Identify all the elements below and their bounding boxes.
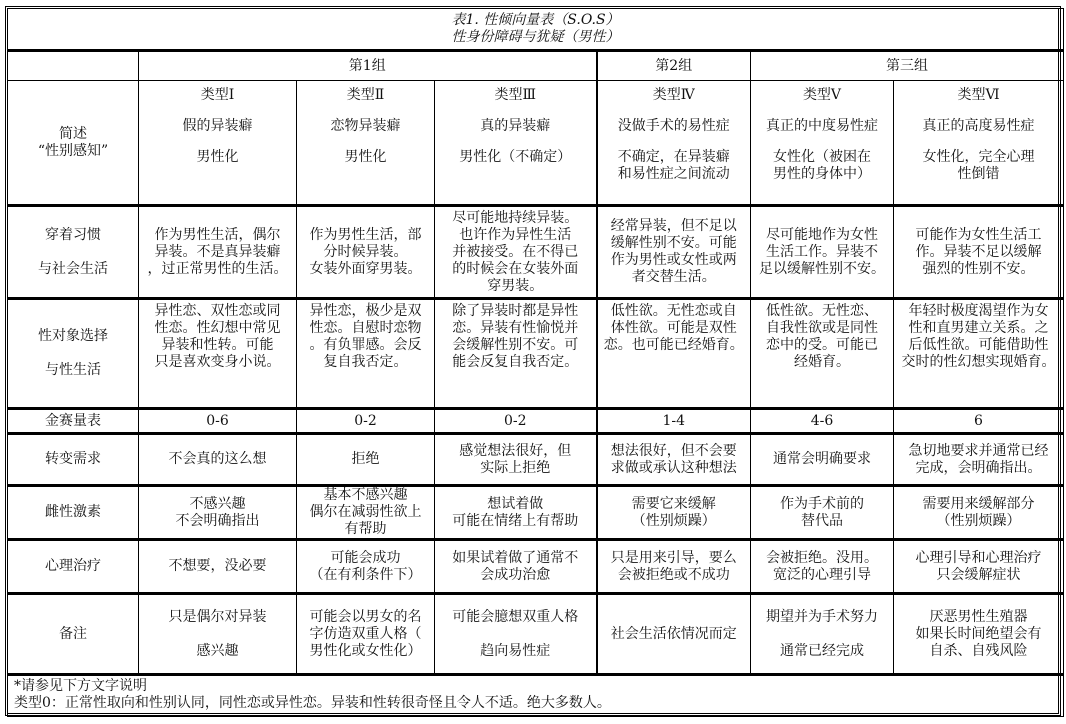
sos-table xyxy=(7,8,1064,717)
change-cell: 拒绝 xyxy=(297,434,435,486)
sexual-cell: 除了异装时都是异性 恋。异装有性愉悦并 会缓解性别不安。可 能会反复自我否定。 xyxy=(435,299,597,409)
estrogen-cell: 想试着做 可能在情绪上有帮助 xyxy=(435,486,597,540)
estrogen-cell: 不感兴趣 不会明确指出 xyxy=(139,486,297,540)
change-cell: 通常会明确要求 xyxy=(751,434,894,486)
sexual-cell: 异性恋，极少是双 性恋。自慰时恋物 。有负罪感。会反 复自我否定。 xyxy=(297,299,435,409)
type-perception: 男性化 xyxy=(344,149,387,165)
estrogen-cell: 基本不感兴趣 偶尔在减弱性欲上 有帮助 xyxy=(297,486,435,540)
estrogen-cell: 需要用来缓解部分 （性别烦躁） xyxy=(894,486,1064,540)
notes-cell: 社会生活依情况而定 xyxy=(597,594,751,675)
type-header-5 xyxy=(751,81,894,206)
footnote-line-1: *请参见下方文字说明 xyxy=(14,678,147,694)
type-perception: 不确定，在异装癖 和易性症之间流动 xyxy=(617,149,730,182)
estrogen-cell: 需要它来缓解 （性别烦躁） xyxy=(597,486,751,540)
type-label: 真正的高度易性症 xyxy=(922,118,1035,134)
group-2: 第2组 xyxy=(597,51,751,81)
type-header-6 xyxy=(894,81,1064,206)
kinsey-cell: 0-6 xyxy=(139,409,297,434)
empty-corner xyxy=(8,51,139,81)
type-name: 类型Ⅲ xyxy=(494,87,536,103)
footnote xyxy=(8,675,1064,717)
group-3: 第三组 xyxy=(751,51,1064,81)
row-header-clothing: 穿着习惯 与社会生活 xyxy=(8,206,139,299)
type-name: 类型Ⅵ xyxy=(957,87,1000,103)
change-cell: 想法很好，但不会要 求做或承认这种想法 xyxy=(597,434,751,486)
type-perception: 男性化（不确定） xyxy=(459,149,572,165)
notes-cell: 厌恶男性生殖器 如果长时间绝望会有 自杀、自残风险 xyxy=(894,594,1064,675)
type-label: 恋物异装癖 xyxy=(330,118,401,134)
clothing-cell: 作为男性生活，偶尔 异装。不是真异装癖 ，过正常男性的生活。 xyxy=(139,206,297,299)
change-cell: 急切地要求并通常已经 完成，会明确指出。 xyxy=(894,434,1064,486)
type-perception: 男性化 xyxy=(196,149,239,165)
group-1: 第1组 xyxy=(139,51,597,81)
type-perception: 女性化（被困在 男性的身体中） xyxy=(773,149,871,182)
row-header-estrogen: 雌性激素 xyxy=(8,486,139,540)
type-header-2 xyxy=(297,81,435,206)
kinsey-cell: 4-6 xyxy=(751,409,894,434)
kinsey-cell: 0-2 xyxy=(297,409,435,434)
type-label: 没做手术的易性症 xyxy=(617,118,730,134)
notes-cell: 只是偶尔对异装 感兴趣 xyxy=(139,594,297,675)
title-line-1: 表1. 性倾向量表（S.O.S） xyxy=(451,12,620,28)
sexual-cell: 低性欲。无性恋或自 体性欲。可能是双性 恋。也可能已经婚育。 xyxy=(597,299,751,409)
therapy-cell: 心理引导和心理治疗 只会缓解症状 xyxy=(894,540,1064,594)
type-label: 假的异装癖 xyxy=(182,118,253,134)
notes-cell: 可能会臆想双重人格 趋向易性症 xyxy=(435,594,597,675)
change-cell: 感觉想法很好，但 实际上拒绝 xyxy=(435,434,597,486)
therapy-cell: 会被拒绝。没用。 宽泛的心理引导 xyxy=(751,540,894,594)
kinsey-cell: 0-2 xyxy=(435,409,597,434)
therapy-cell: 只是用来引导，要么 会被拒绝或不成功 xyxy=(597,540,751,594)
kinsey-cell: 1-4 xyxy=(597,409,751,434)
notes-cell: 期望并为手术努力 通常已经完成 xyxy=(751,594,894,675)
change-cell: 不会真的这么想 xyxy=(139,434,297,486)
clothing-cell: 可能作为女性生活工 作。异装不足以缓解 强烈的性别不安。 xyxy=(894,206,1064,299)
therapy-cell: 可能会成功 （在有利条件下） xyxy=(297,540,435,594)
type-name: 类型Ⅴ xyxy=(802,87,842,103)
row-header-summary: 简述 “性别感知” xyxy=(8,81,139,206)
kinsey-cell: 6 xyxy=(894,409,1064,434)
type-header-1 xyxy=(139,81,297,206)
row-header-kinsey: 金赛量表 xyxy=(8,409,139,434)
table-title xyxy=(8,9,1064,51)
row-header-change: 转变需求 xyxy=(8,434,139,486)
type-name: 类型Ⅳ xyxy=(652,87,695,103)
sexual-cell: 异性恋、双性恋或同 性恋。性幻想中常见 异装和性转。可能 只是喜欢变身小说。 xyxy=(139,299,297,409)
clothing-cell: 作为男性生活，部 分时候异装。 女装外面穿男装。 xyxy=(297,206,435,299)
type-perception: 女性化，完全心理 性倒错 xyxy=(922,149,1035,182)
clothing-cell: 尽可能地持续异装。 也许作为异性生活 并被接受。在不得已 的时候会在女装外面 穿男装。 xyxy=(435,206,597,299)
title-line-2: 性身份障碍与犹疑（男性） xyxy=(451,29,620,45)
clothing-cell: 尽可能地作为女性 生活工作。异装不 足以缓解性别不安。 xyxy=(751,206,894,299)
type-name: 类型Ⅱ xyxy=(346,87,385,103)
notes-cell: 可能会以男女的名 字仿造双重人格（ 男性化或女性化） xyxy=(297,594,435,675)
sexual-cell: 年轻时极度渴望作为女 性和直男建立关系。之 后低性欲。可能借助性 交时的性幻想实现婚育。 xyxy=(894,299,1064,409)
row-header-notes: 备注 xyxy=(8,594,139,675)
therapy-cell: 不想要，没必要 xyxy=(139,540,297,594)
type-header-4 xyxy=(597,81,751,206)
clothing-cell: 经常异装，但不足以 缓解性别不安。可能 作为男性或女性或两 者交替生活。 xyxy=(597,206,751,299)
type-header-3 xyxy=(435,81,597,206)
type-label: 真正的中度易性症 xyxy=(766,118,878,134)
type-name: 类型Ⅰ xyxy=(200,87,235,103)
row-header-sexual: 性对象选择 与性生活 xyxy=(8,299,139,409)
sexual-cell: 低性欲。无性恋、 自我性欲或是同性 恋中的受。可能已 经婚育。 xyxy=(751,299,894,409)
therapy-cell: 如果试着做了通常不 会成功治愈 xyxy=(435,540,597,594)
type-label: 真的异装癖 xyxy=(480,118,551,134)
footnote-line-2: 类型0：正常性取向和性别认同，同性恋或异性恋。异装和性转很奇怪且令人不适。绝大多数人。 xyxy=(14,695,611,711)
row-header-therapy: 心理治疗 xyxy=(8,540,139,594)
estrogen-cell: 作为手术前的 替代品 xyxy=(751,486,894,540)
